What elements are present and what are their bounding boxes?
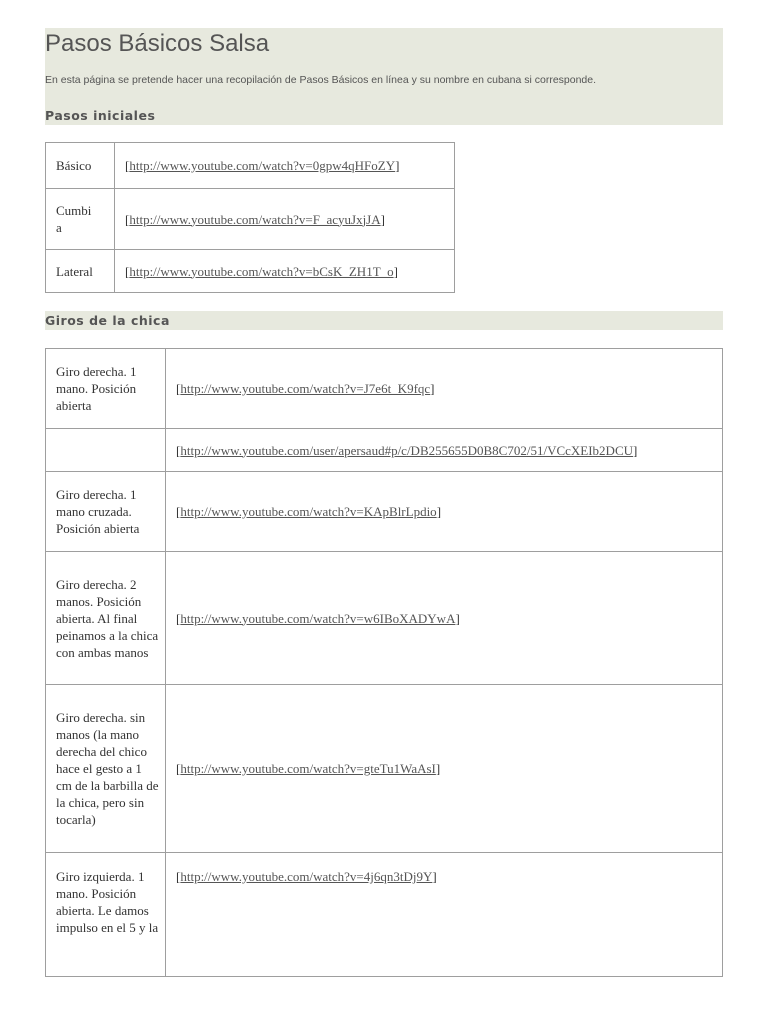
table-row: [46, 853, 723, 977]
step-name: [46, 429, 166, 472]
page-intro: En esta página se pretende hacer una recopilación de Pasos Básicos en línea y su nombre en cubana si corresponde.: [45, 74, 597, 86]
step-link-cell: [http://www.youtube.com/watch?v=KApBlrLpdio]: [166, 472, 723, 552]
section-heading-pasos-iniciales: Pasos iniciales: [45, 108, 156, 123]
table-row: [46, 143, 455, 189]
video-link[interactable]: http://www.youtube.com/watch?v=F_acyuJxjJA: [129, 211, 381, 227]
video-link[interactable]: http://www.youtube.com/user/apersaud#p/c/DB255655D0B8C702/51/VCcXEIb2DCU: [180, 442, 634, 458]
video-link[interactable]: http://www.youtube.com/watch?v=0gpw4qHFoZY: [129, 158, 396, 173]
video-link[interactable]: http://www.youtube.com/watch?v=KApBlrLpdio: [180, 504, 437, 519]
table-row: [46, 685, 723, 853]
video-link[interactable]: http://www.youtube.com/watch?v=bCsK_ZH1T_o: [129, 263, 394, 279]
step-link-cell: [http://www.youtube.com/watch?v=4j6qn3tDj9Y]: [166, 853, 723, 977]
step-link-cell: [http://www.youtube.com/watch?v=J7e6t_K9fqc]: [166, 349, 723, 429]
giros-de-la-chica-table: [45, 348, 723, 977]
step-name: Básico: [46, 143, 115, 189]
step-name: Giro derecha. 1 mano cruzada. Posición abierta: [46, 472, 166, 552]
step-name: Cumbi a: [46, 189, 115, 250]
step-link-cell: [http://www.youtube.com/watch?v=0gpw4qHFoZY]: [115, 143, 455, 189]
step-name: Giro derecha. 1 mano. Posición abierta: [46, 349, 166, 429]
step-link-cell: [http://www.youtube.com/user/apersaud#p/c/DB255655D0B8C702/51/VCcXEIb2DCU]: [166, 429, 723, 472]
step-name: Giro derecha. sin manos (la mano derecha del chico hace el gesto a 1 cm de la barbilla de la chica, pero sin tocarla): [46, 685, 166, 853]
table-row: [46, 349, 723, 429]
step-link-cell: [http://www.youtube.com/watch?v=w6IBoXADYwA]: [166, 552, 723, 685]
table-row: [46, 189, 455, 250]
section-heading-giros-de-la-chica: Giros de la chica: [45, 313, 170, 328]
step-link-cell: [http://www.youtube.com/watch?v=F_acyuJxjJA]: [115, 189, 455, 250]
video-link[interactable]: http://www.youtube.com/watch?v=gteTu1WaAsI: [180, 761, 436, 776]
table-row: [46, 552, 723, 685]
step-name: Giro izquierda. 1 mano. Posición abierta. Le damos impulso en el 5 y la: [46, 853, 166, 977]
step-link-cell: [http://www.youtube.com/watch?v=bCsK_ZH1T_o]: [115, 250, 455, 293]
table-row: [46, 429, 723, 472]
page-title: Pasos Básicos Salsa: [45, 30, 270, 57]
video-link[interactable]: http://www.youtube.com/watch?v=J7e6t_K9fqc: [180, 381, 431, 396]
video-link[interactable]: http://www.youtube.com/watch?v=4j6qn3tDj9Y: [180, 869, 433, 884]
step-name: Lateral: [46, 250, 115, 293]
pasos-iniciales-table: [45, 142, 455, 293]
step-name: Giro derecha. 2 manos. Posición abierta. Al final peinamos a la chica con ambas manos: [46, 552, 166, 685]
table-row: [46, 250, 455, 293]
step-link-cell: [http://www.youtube.com/watch?v=gteTu1WaAsI]: [166, 685, 723, 853]
video-link[interactable]: http://www.youtube.com/watch?v=w6IBoXADYwA: [180, 610, 456, 626]
table-row: [46, 472, 723, 552]
